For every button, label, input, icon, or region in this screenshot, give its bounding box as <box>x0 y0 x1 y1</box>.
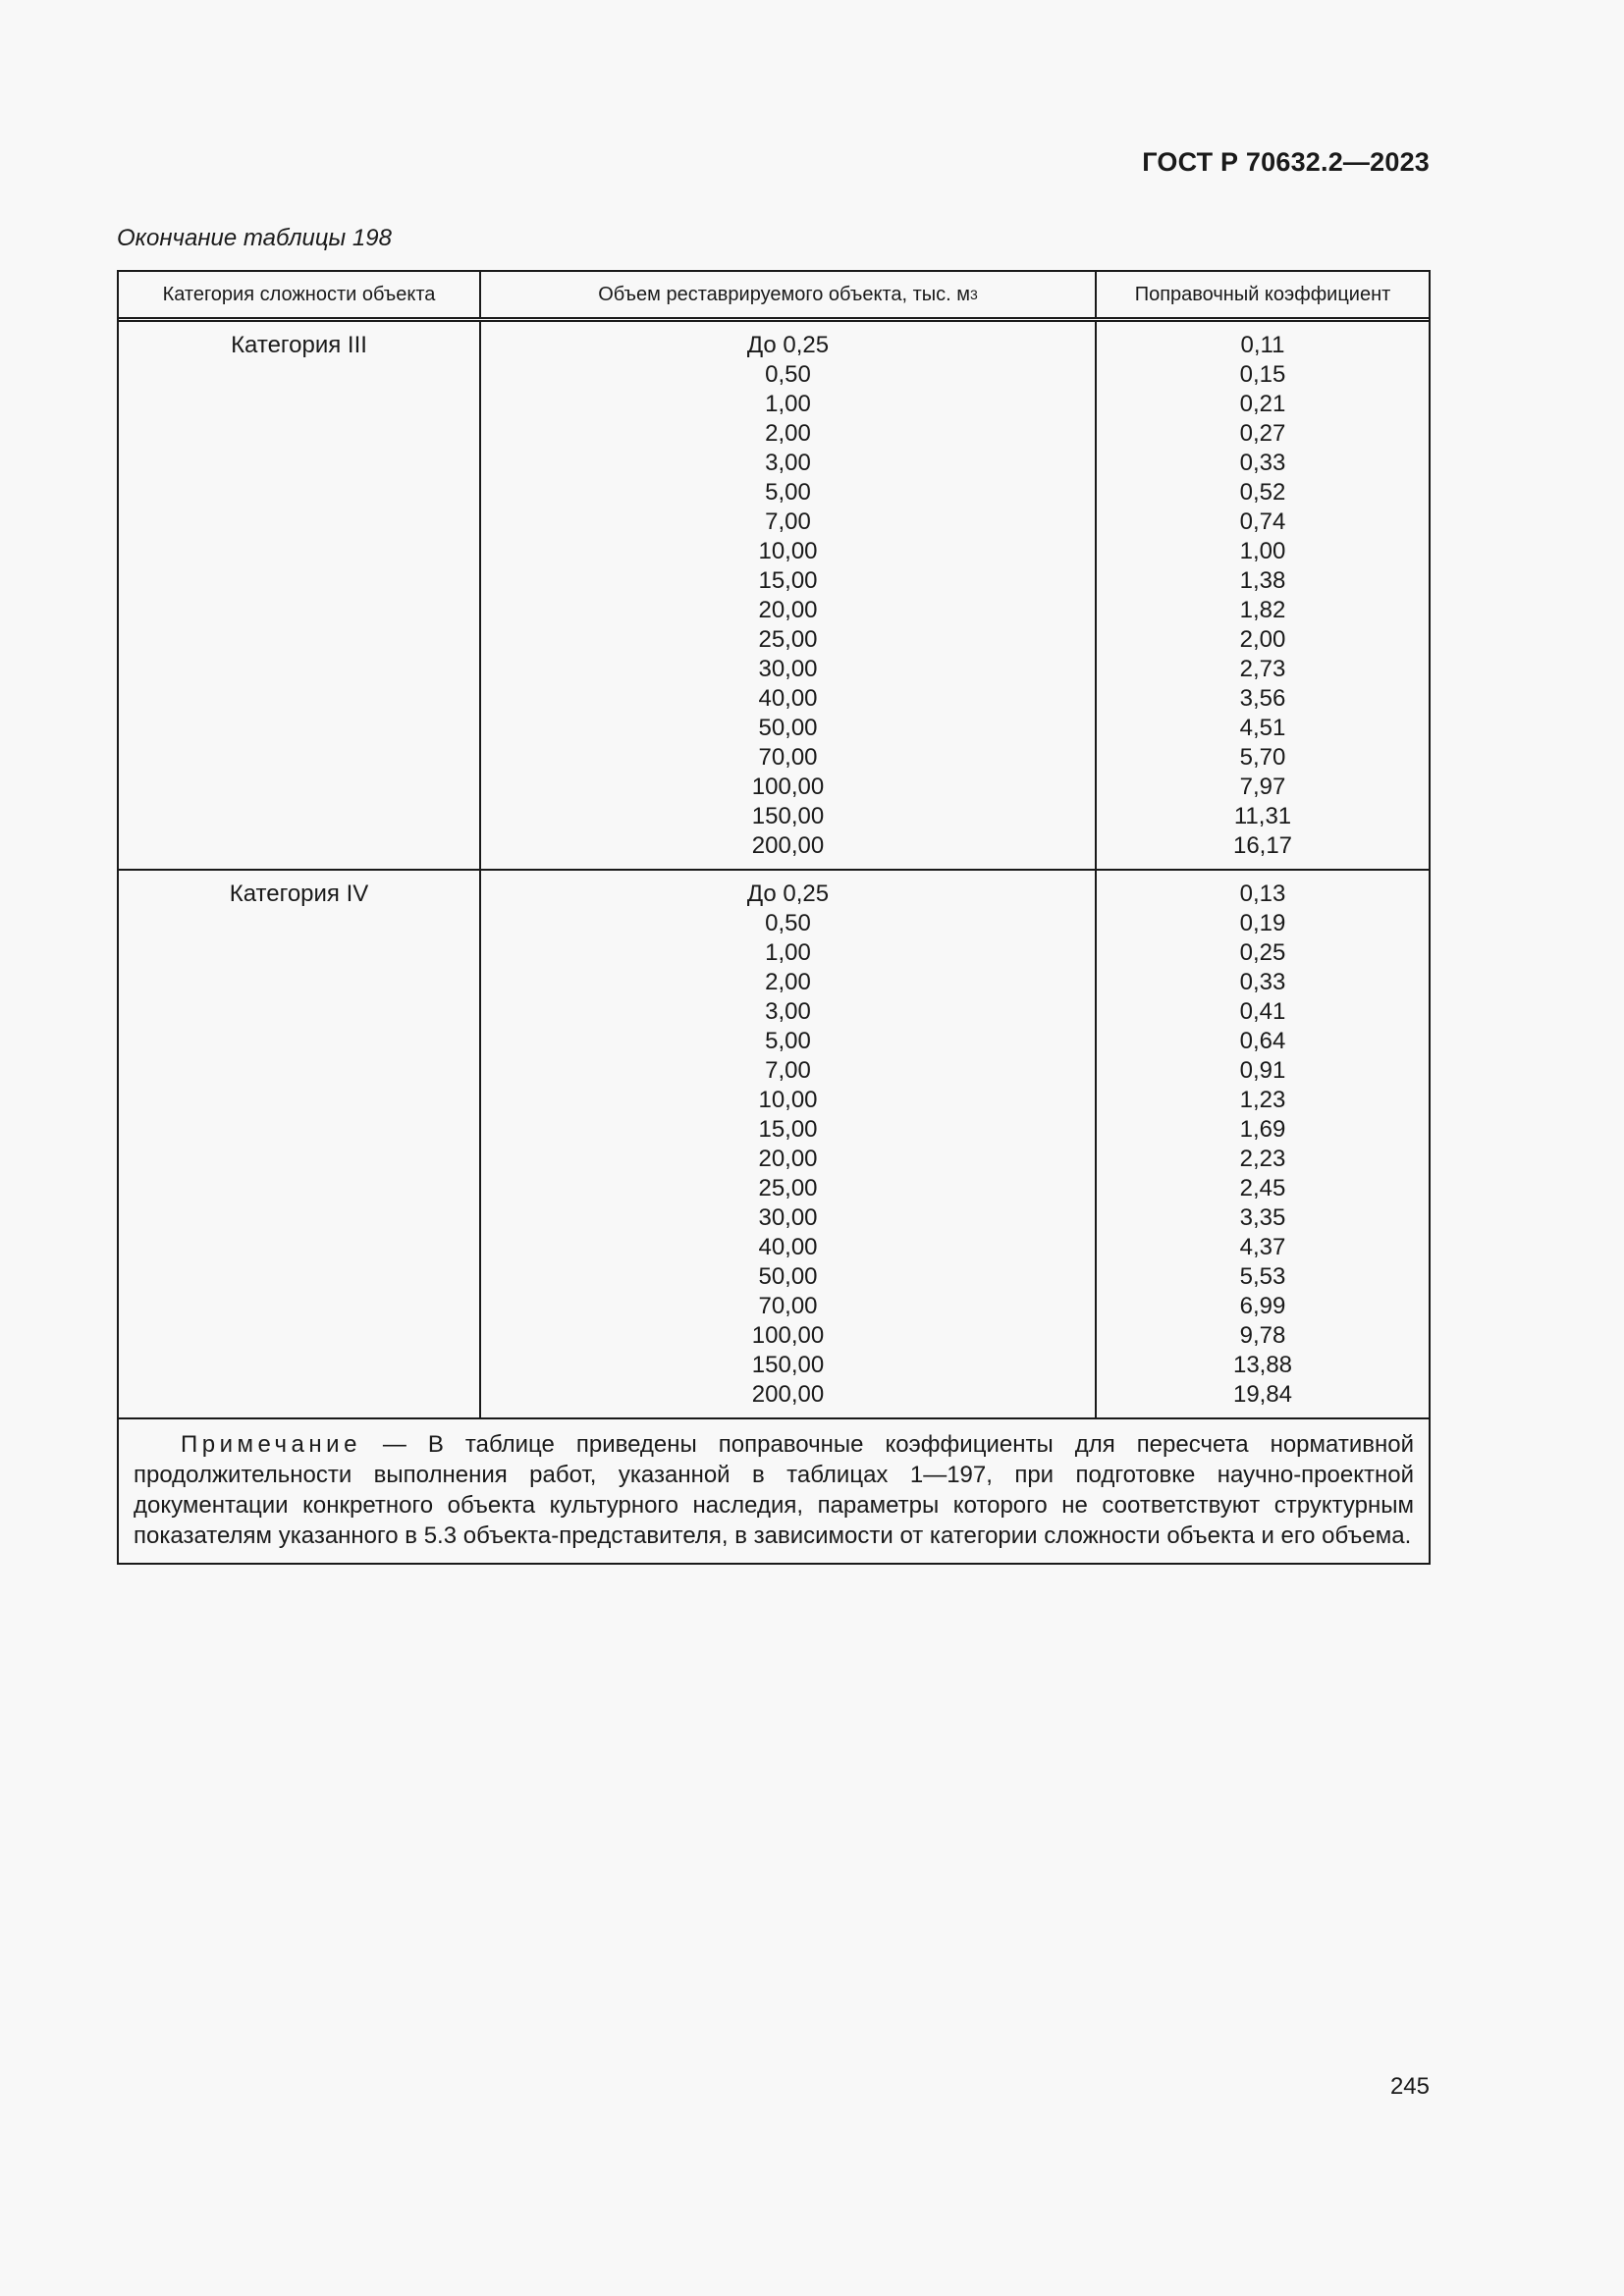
volume-value: 200,00 <box>751 1381 825 1408</box>
volume-value: До 0,25 <box>746 332 830 358</box>
category-group <box>119 871 1429 1419</box>
category-cell: Категория IV <box>119 871 481 1417</box>
volume-value: 50,00 <box>758 1263 818 1290</box>
volume-value: До 0,25 <box>746 881 830 907</box>
coefficient-value: 0,15 <box>1239 361 1286 388</box>
coefficient-value: 2,23 <box>1239 1146 1286 1172</box>
coefficient-value: 9,78 <box>1239 1322 1286 1349</box>
coefficient-value: 0,13 <box>1239 881 1286 907</box>
column-header-category: Категория сложности объекта <box>119 272 481 317</box>
volume-value: 1,00 <box>765 939 811 966</box>
coefficients-table <box>117 270 1431 1565</box>
coefficient-value: 0,33 <box>1239 450 1286 476</box>
volume-value: 10,00 <box>758 1087 818 1113</box>
coefficient-value: 0,64 <box>1239 1028 1286 1054</box>
column-header-coefficient: Поправочный коэффициент <box>1134 283 1391 305</box>
coefficient-value: 7,97 <box>1239 774 1286 800</box>
volume-value: 3,00 <box>765 450 811 476</box>
coefficient-value: 5,53 <box>1239 1263 1286 1290</box>
volume-value: 7,00 <box>765 508 811 535</box>
coefficient-value: 16,17 <box>1232 832 1293 859</box>
volume-value: 150,00 <box>751 803 825 829</box>
volume-cell <box>481 322 1097 869</box>
volume-value: 200,00 <box>751 832 825 859</box>
volume-value: 0,50 <box>765 361 811 388</box>
category-group <box>119 322 1429 871</box>
coefficient-value: 1,23 <box>1239 1087 1286 1113</box>
coefficient-value: 0,25 <box>1239 939 1286 966</box>
page-number: 245 <box>1389 2073 1430 2100</box>
volume-cell <box>481 871 1097 1417</box>
coefficient-value: 4,51 <box>1239 715 1286 741</box>
coefficient-value: 0,21 <box>1239 391 1286 417</box>
coefficient-cell <box>1097 322 1429 869</box>
volume-value: 2,00 <box>765 420 811 447</box>
coefficient-value: 5,70 <box>1239 744 1286 771</box>
coefficient-value: 0,41 <box>1239 998 1286 1025</box>
volume-value: 20,00 <box>758 1146 818 1172</box>
coefficient-value: 2,73 <box>1239 656 1286 682</box>
coefficient-value: 1,82 <box>1239 597 1286 623</box>
volume-value: 20,00 <box>758 597 818 623</box>
coefficient-value: 0,74 <box>1239 508 1286 535</box>
coefficient-value: 0,19 <box>1239 910 1286 936</box>
note-text: — В таблице приведены поправочные коэффициенты для пересчета нормативной продолжительности выполнения работ, указанной в таблицах 1—197, при подготовке научно-проектной документации конкретного объекта культурного наследия, параметры которого не соответствуют структурным показателям указанного в 5.3 объекта-представителя, в зависимости от категории сложности объекта и его объема. <box>134 1431 1414 1549</box>
volume-value: 2,00 <box>765 969 811 995</box>
volume-value: 100,00 <box>751 1322 825 1349</box>
column-header-volume: Объем реставрируемого объекта, тыс. м 3 <box>481 272 1097 317</box>
table-caption: Окончание таблицы 198 <box>117 225 392 251</box>
volume-value: 30,00 <box>758 656 818 682</box>
coefficient-cell <box>1097 871 1429 1417</box>
volume-value: 7,00 <box>765 1057 811 1084</box>
volume-value: 50,00 <box>758 715 818 741</box>
volume-value: 40,00 <box>758 1234 818 1260</box>
document-code: ГОСТ Р 70632.2—2023 <box>1142 147 1430 177</box>
coefficient-value: 0,27 <box>1239 420 1286 447</box>
column-header-volume-text: Объем реставрируемого объекта, тыс. м <box>598 283 970 305</box>
coefficient-value: 19,84 <box>1232 1381 1293 1408</box>
coefficient-value: 0,33 <box>1239 969 1286 995</box>
note-label: Примечание <box>181 1431 361 1458</box>
coefficient-value: 1,38 <box>1239 567 1286 594</box>
volume-value: 5,00 <box>765 479 811 506</box>
volume-value: 0,50 <box>765 910 811 936</box>
volume-value: 70,00 <box>758 1293 818 1319</box>
coefficient-value: 0,52 <box>1239 479 1286 506</box>
volume-value: 15,00 <box>758 567 818 594</box>
volume-value: 40,00 <box>758 685 818 712</box>
volume-value: 5,00 <box>765 1028 811 1054</box>
coefficient-value: 0,91 <box>1239 1057 1286 1084</box>
coefficient-value: 0,11 <box>1240 332 1285 358</box>
table-note <box>119 1419 1429 1563</box>
coefficient-value: 13,88 <box>1232 1352 1293 1378</box>
category-cell: Категория III <box>119 322 481 869</box>
coefficient-value: 2,00 <box>1239 626 1286 653</box>
coefficient-value: 11,31 <box>1233 803 1292 829</box>
coefficient-value: 3,56 <box>1239 685 1286 712</box>
volume-value: 30,00 <box>758 1204 818 1231</box>
coefficient-value: 2,45 <box>1239 1175 1286 1201</box>
volume-value: 15,00 <box>758 1116 818 1143</box>
coefficient-value: 4,37 <box>1239 1234 1286 1260</box>
volume-value: 25,00 <box>758 1175 818 1201</box>
volume-value: 100,00 <box>751 774 825 800</box>
table-body <box>119 322 1429 1419</box>
table-header-row <box>119 272 1429 322</box>
volume-value: 3,00 <box>765 998 811 1025</box>
coefficient-value: 1,69 <box>1239 1116 1286 1143</box>
volume-value: 25,00 <box>758 626 818 653</box>
coefficient-value: 3,35 <box>1239 1204 1286 1231</box>
volume-value: 1,00 <box>765 391 811 417</box>
volume-value: 10,00 <box>758 538 818 564</box>
volume-value: 150,00 <box>751 1352 825 1378</box>
coefficient-value: 6,99 <box>1239 1293 1286 1319</box>
coefficient-value: 1,00 <box>1239 538 1286 564</box>
volume-value: 70,00 <box>758 744 818 771</box>
